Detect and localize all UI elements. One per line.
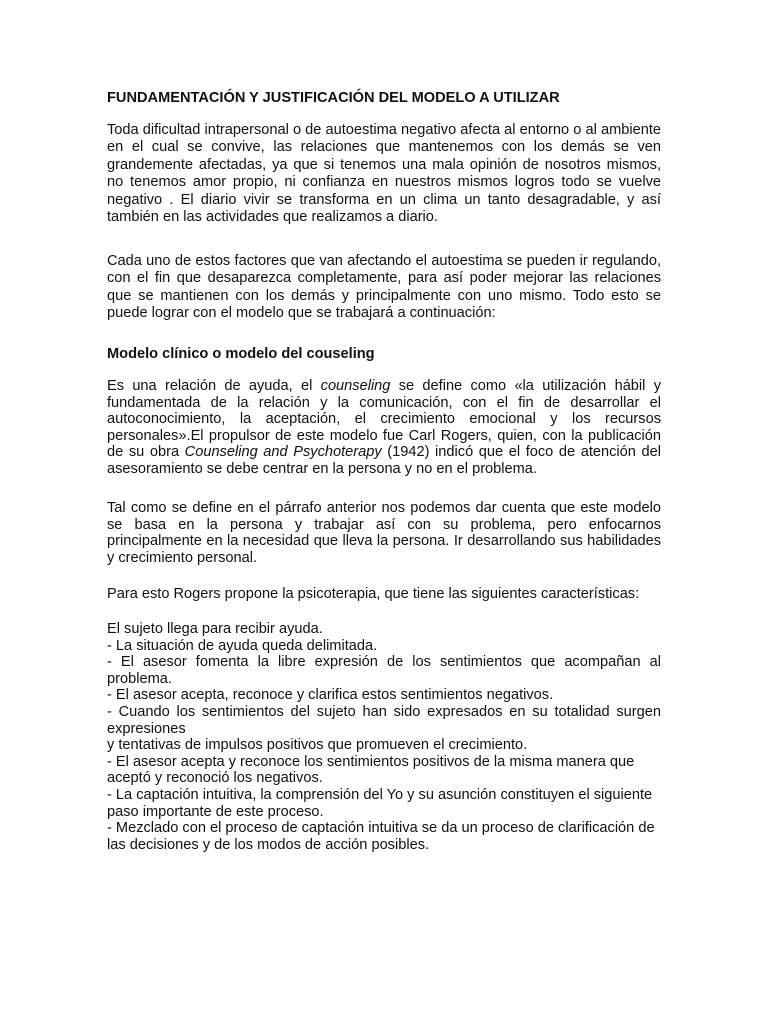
p3-text-1: Es una relación de ayuda, el <box>107 378 321 394</box>
list-item: las decisiones y de los modos de acción posibles. <box>107 836 430 853</box>
p3-text-3: (1942) indicó que el foco de atención del asesoramiento se debe centrar en la persona y no en el problema. <box>107 444 661 477</box>
list-intro: El sujeto llega para recibir ayuda. <box>107 621 323 637</box>
list-item: - La captación intuitiva, la comprensión del Yo y su asunción constituyen el siguiente <box>107 786 653 803</box>
p3-italic-counseling: counseling <box>320 378 391 394</box>
characteristics-list <box>107 621 661 853</box>
list-item: - El asesor acepta, reconoce y clarifica estos sentimientos negativos. <box>107 687 554 704</box>
document-heading: FUNDAMENTACIÓN Y JUSTIFICACIÓN DEL MODELO A UTILIZAR <box>107 90 560 106</box>
p3-text-2: se define como «la utilización hábil y fundamentada de la relación y la comunicación, con el fin de desarrollar el autoconocimiento, la aceptación, el crecimiento emocional y los recursos personales».El propulsor de este modelo fue Carl Rogers, quien, con la publicación de su obra <box>107 378 661 461</box>
list-item: y tentativas de impulsos positivos que promueven el crecimiento. <box>107 737 528 754</box>
list-item: - Cuando los sentimientos del sujeto han sido expresados en su totalidad surgen expresiones <box>107 703 661 737</box>
section-subheading: Modelo clínico o modelo del couseling <box>107 346 375 362</box>
paragraph-regulacion: Cada uno de estos factores que van afectando el autoestima se pueden ir regulando, con el fin que desaparezca completamente, para así poder mejorar las relaciones que se mantienen con los demás y principalmente con uno mismo. Todo esto se puede lograr con el modelo que se trabajará a continuación: <box>107 253 661 322</box>
paragraph-autoestima: Toda dificultad intrapersonal o de autoestima negativo afecta al entorno o al ambiente en el cual se convive, las relaciones que mantenemos con los demás se ven grandemente afectadas, ya que si tenemos una mala opinión de nosotros mismos, no tenemos amor propio, ni confianza en nuestros mismos logros todo se vuelve negativo . El diario vivir se transforma en un clima un tanto desagradable, y así también en las actividades que realizamos a diario. <box>107 122 661 226</box>
paragraph-persona: Tal como se define en el párrafo anterior nos podemos dar cuenta que este modelo se basa en la persona y trabajar así con su problema, pero enfocarnos principalmente en la necesidad que lleva la persona. Ir desarrollando sus habilidades y crecimiento personal. <box>107 500 661 566</box>
list-item: - Mezclado con el proceso de captación intuitiva se da un proceso de clarificación de <box>107 820 655 837</box>
list-item: - La situación de ayuda queda delimitada. <box>107 637 378 654</box>
paragraph-psicoterapia-intro: Para esto Rogers propone la psicoterapia, que tiene las siguientes características: <box>107 586 640 602</box>
list-item: - El asesor fomenta la libre expresión de los sentimientos que acompañan al problema. <box>107 654 661 687</box>
paragraph-counseling-definition <box>107 378 661 478</box>
list-item: paso importante de este proceso. <box>107 803 324 820</box>
list-item: - El asesor acepta y reconoce los sentimientos positivos de la misma manera que aceptó y reconoció los negativos. <box>107 753 635 787</box>
p3-italic-book-title: Counseling and Psychoterapy <box>184 444 382 461</box>
